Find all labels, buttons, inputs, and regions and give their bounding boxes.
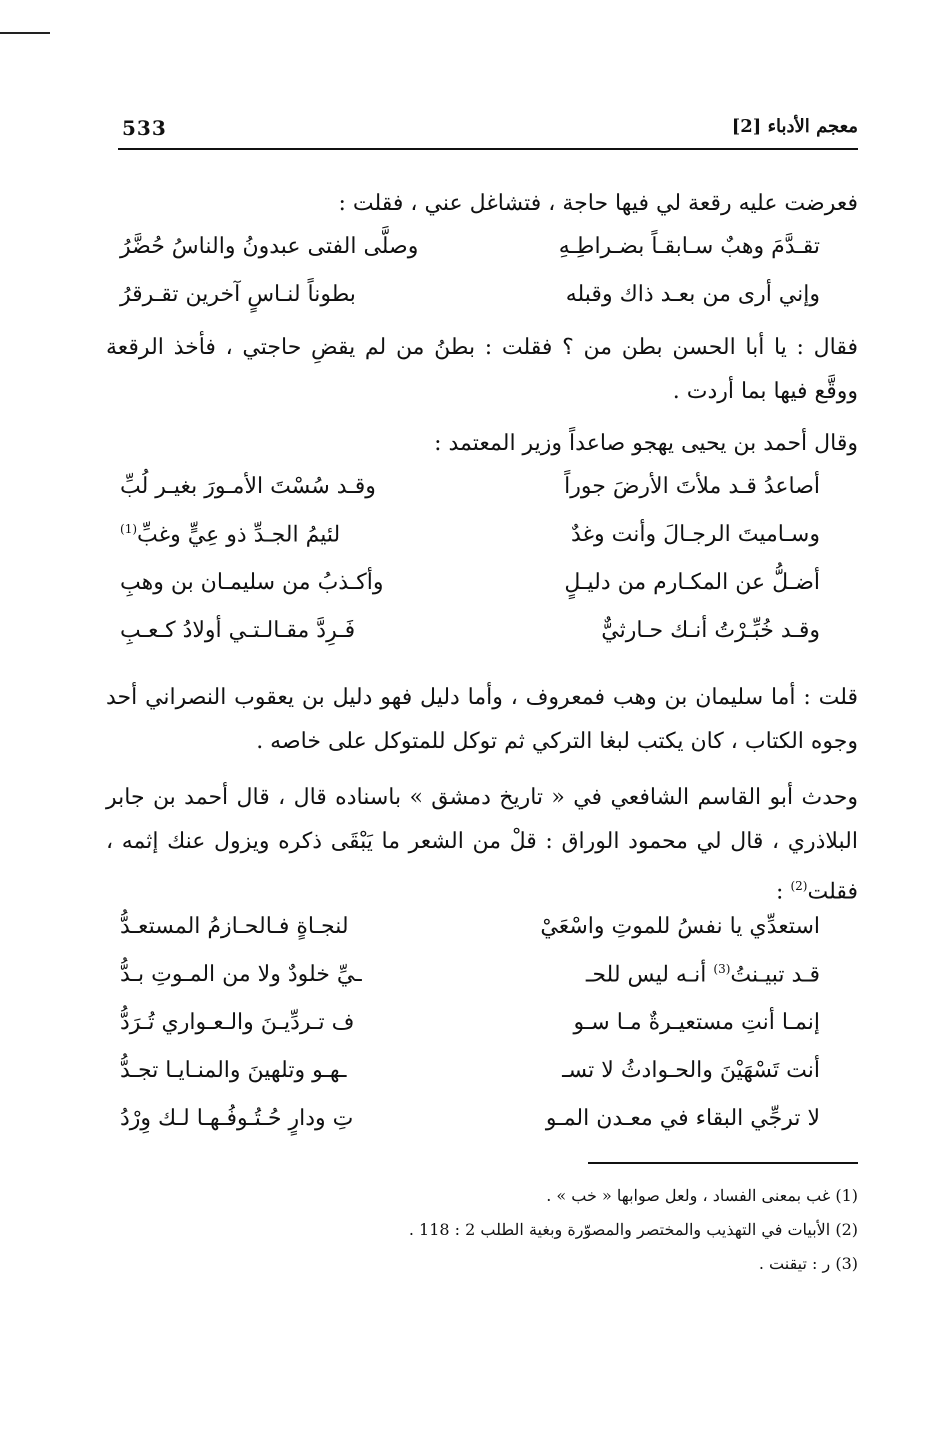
verse-text: قـد تبيـنتُ xyxy=(730,962,820,988)
footnote-1: (1) غب بمعنى الفساد ، ولعل صوابها « خب » . xyxy=(546,1186,858,1205)
verse-hemistich-second: وقـد سُسْتَ الأمـورَ بغيـر لُبِّ xyxy=(120,474,376,499)
verse-line xyxy=(120,276,820,320)
footnote-ref: (1) xyxy=(120,522,138,536)
verse-line xyxy=(120,956,820,1000)
verse-line xyxy=(120,228,820,272)
verse-hemistich-second: فَـرِدَّ مقـالـتـي أولادُ كـعـبِ xyxy=(120,618,356,643)
verse-hemistich-second: بطوناً لنـاسٍ آخرين تقـرقرُ xyxy=(120,282,356,307)
verse-hemistich-first: وإني أرى من بعـد ذاك وقبله xyxy=(565,282,820,307)
verse-hemistich-second: وأكـذبُ من سليمـان بن وهبِ xyxy=(120,570,384,595)
footnote-rule xyxy=(588,1162,858,1164)
verse-line xyxy=(120,612,820,656)
verse-hemistich-second: ـيِّ خلودٌ ولا من المـوتِ بـدُّ xyxy=(120,962,362,987)
verse-hemistich-first: وسـاميتَ الرجـالَ وأنت وغدٌ xyxy=(570,522,820,547)
verse-line xyxy=(120,1052,820,1096)
verse-hemistich-second: تِ ودارٍ حُـتُـوفُـهـا لـك وِرْدُ xyxy=(120,1106,354,1131)
paragraph-1: فعرضت عليه رقعة لي فيها حاجة ، فتشاغل عني ، فقلت : xyxy=(338,191,858,216)
verse-hemistich-first xyxy=(586,962,820,987)
paragraph-4: قلت : أما سليمان بن وهب فمعروف ، وأما دليل فهو دليل بن يعقوب النصراني أحد وجوه الكتاب ، كان يكتب لبغا التركي ثم توكل للمتوكل على خاصه . xyxy=(106,685,858,754)
verse-text: لئيمُ الجـدِّ ذو عِيٍّ وغبِّ xyxy=(137,522,341,548)
verse-hemistich-first: أصاعدُ قـد ملأتَ الأرضَ جوراً xyxy=(564,474,820,499)
verse-line xyxy=(120,564,820,608)
corner-mark xyxy=(0,32,50,34)
page-header xyxy=(118,116,858,146)
verse-line xyxy=(120,1100,820,1144)
paragraph-5-end: : xyxy=(776,879,791,905)
running-title: معجم الأدباء [2] xyxy=(731,116,858,137)
verse-hemistich-second: ـهـو وتلهينَ والمنـايـا تجـدُّ xyxy=(120,1058,347,1083)
verse-hemistich-second: وصلَّى الفتى عبدونُ والناسُ حُضَّرُ xyxy=(120,234,419,259)
verse-hemistich-first: أضـلُّ عن المكـارم من دليـلٍ xyxy=(564,570,820,595)
paragraph-2: فقال : يا أبا الحسن بطن من ؟ فقلت : بطنُ من لم يقضِ حاجتي ، فأخذ الرقعة ووقَّع فيها بما أردت . xyxy=(106,335,858,404)
verse-line xyxy=(120,516,820,560)
verse-hemistich-first: استعدِّي يا نفسُ للموتِ واسْعَيْ xyxy=(540,914,820,939)
paragraph-5-text: وحدث أبو القاسم الشافعي في « تاريخ دمشق » باسناده قال ، قال أحمد بن جابر البلاذري ، قال لي محمود الوراق : قلْ من الشعر ما يَبْقَى ذكره ويزول عنك إثمه ، فقلت xyxy=(106,785,858,905)
footnote-ref: (3) xyxy=(713,962,731,976)
paragraph-5 xyxy=(106,776,858,914)
verse-line xyxy=(120,468,820,512)
verse-text: أنـه ليس للحـ xyxy=(585,962,714,988)
verse-hemistich-first: أنت تَسْهَيْنَ والحـوادثُ لا تسـ xyxy=(562,1058,820,1083)
footnote-3: (3) ر : تيقنت . xyxy=(758,1254,858,1273)
verse-hemistich-first: إنمـا أنتِ مستعيـرةٌ مـا سـو xyxy=(573,1010,820,1035)
verse-hemistich-second: لنجـاةٍ فـالحـازمُ المستعـدُّ xyxy=(120,914,349,939)
verse-line xyxy=(120,908,820,952)
verse-hemistich-second: ف تـردِّيـنَ والـعـواري تُـرَدُّ xyxy=(120,1010,355,1035)
verse-hemistich-first: تقـدَّمَ وهبٌ سـابقـاً بضـراطِـهِ xyxy=(558,234,820,259)
verse-hemistich-first: وقـد خُبِّـرْتُ أنـك حـارثيٌّ xyxy=(601,618,820,643)
verse-hemistich-second xyxy=(120,522,340,547)
page-number: 533 xyxy=(122,116,167,140)
header-rule xyxy=(118,148,858,150)
footnote-ref: (2) xyxy=(790,879,808,893)
paragraph-3: وقال أحمد بن يحيى يهجو صاعداً وزير المعتمد : xyxy=(434,431,858,456)
verse-line xyxy=(120,1004,820,1048)
verse-hemistich-first: لا ترجِّي البقاء في معـدن المـو xyxy=(545,1106,820,1131)
footnote-2: (2) الأبيات في التهذيب والمختصر والمصوّرة وبغية الطلب 2 : 118 . xyxy=(408,1220,858,1239)
